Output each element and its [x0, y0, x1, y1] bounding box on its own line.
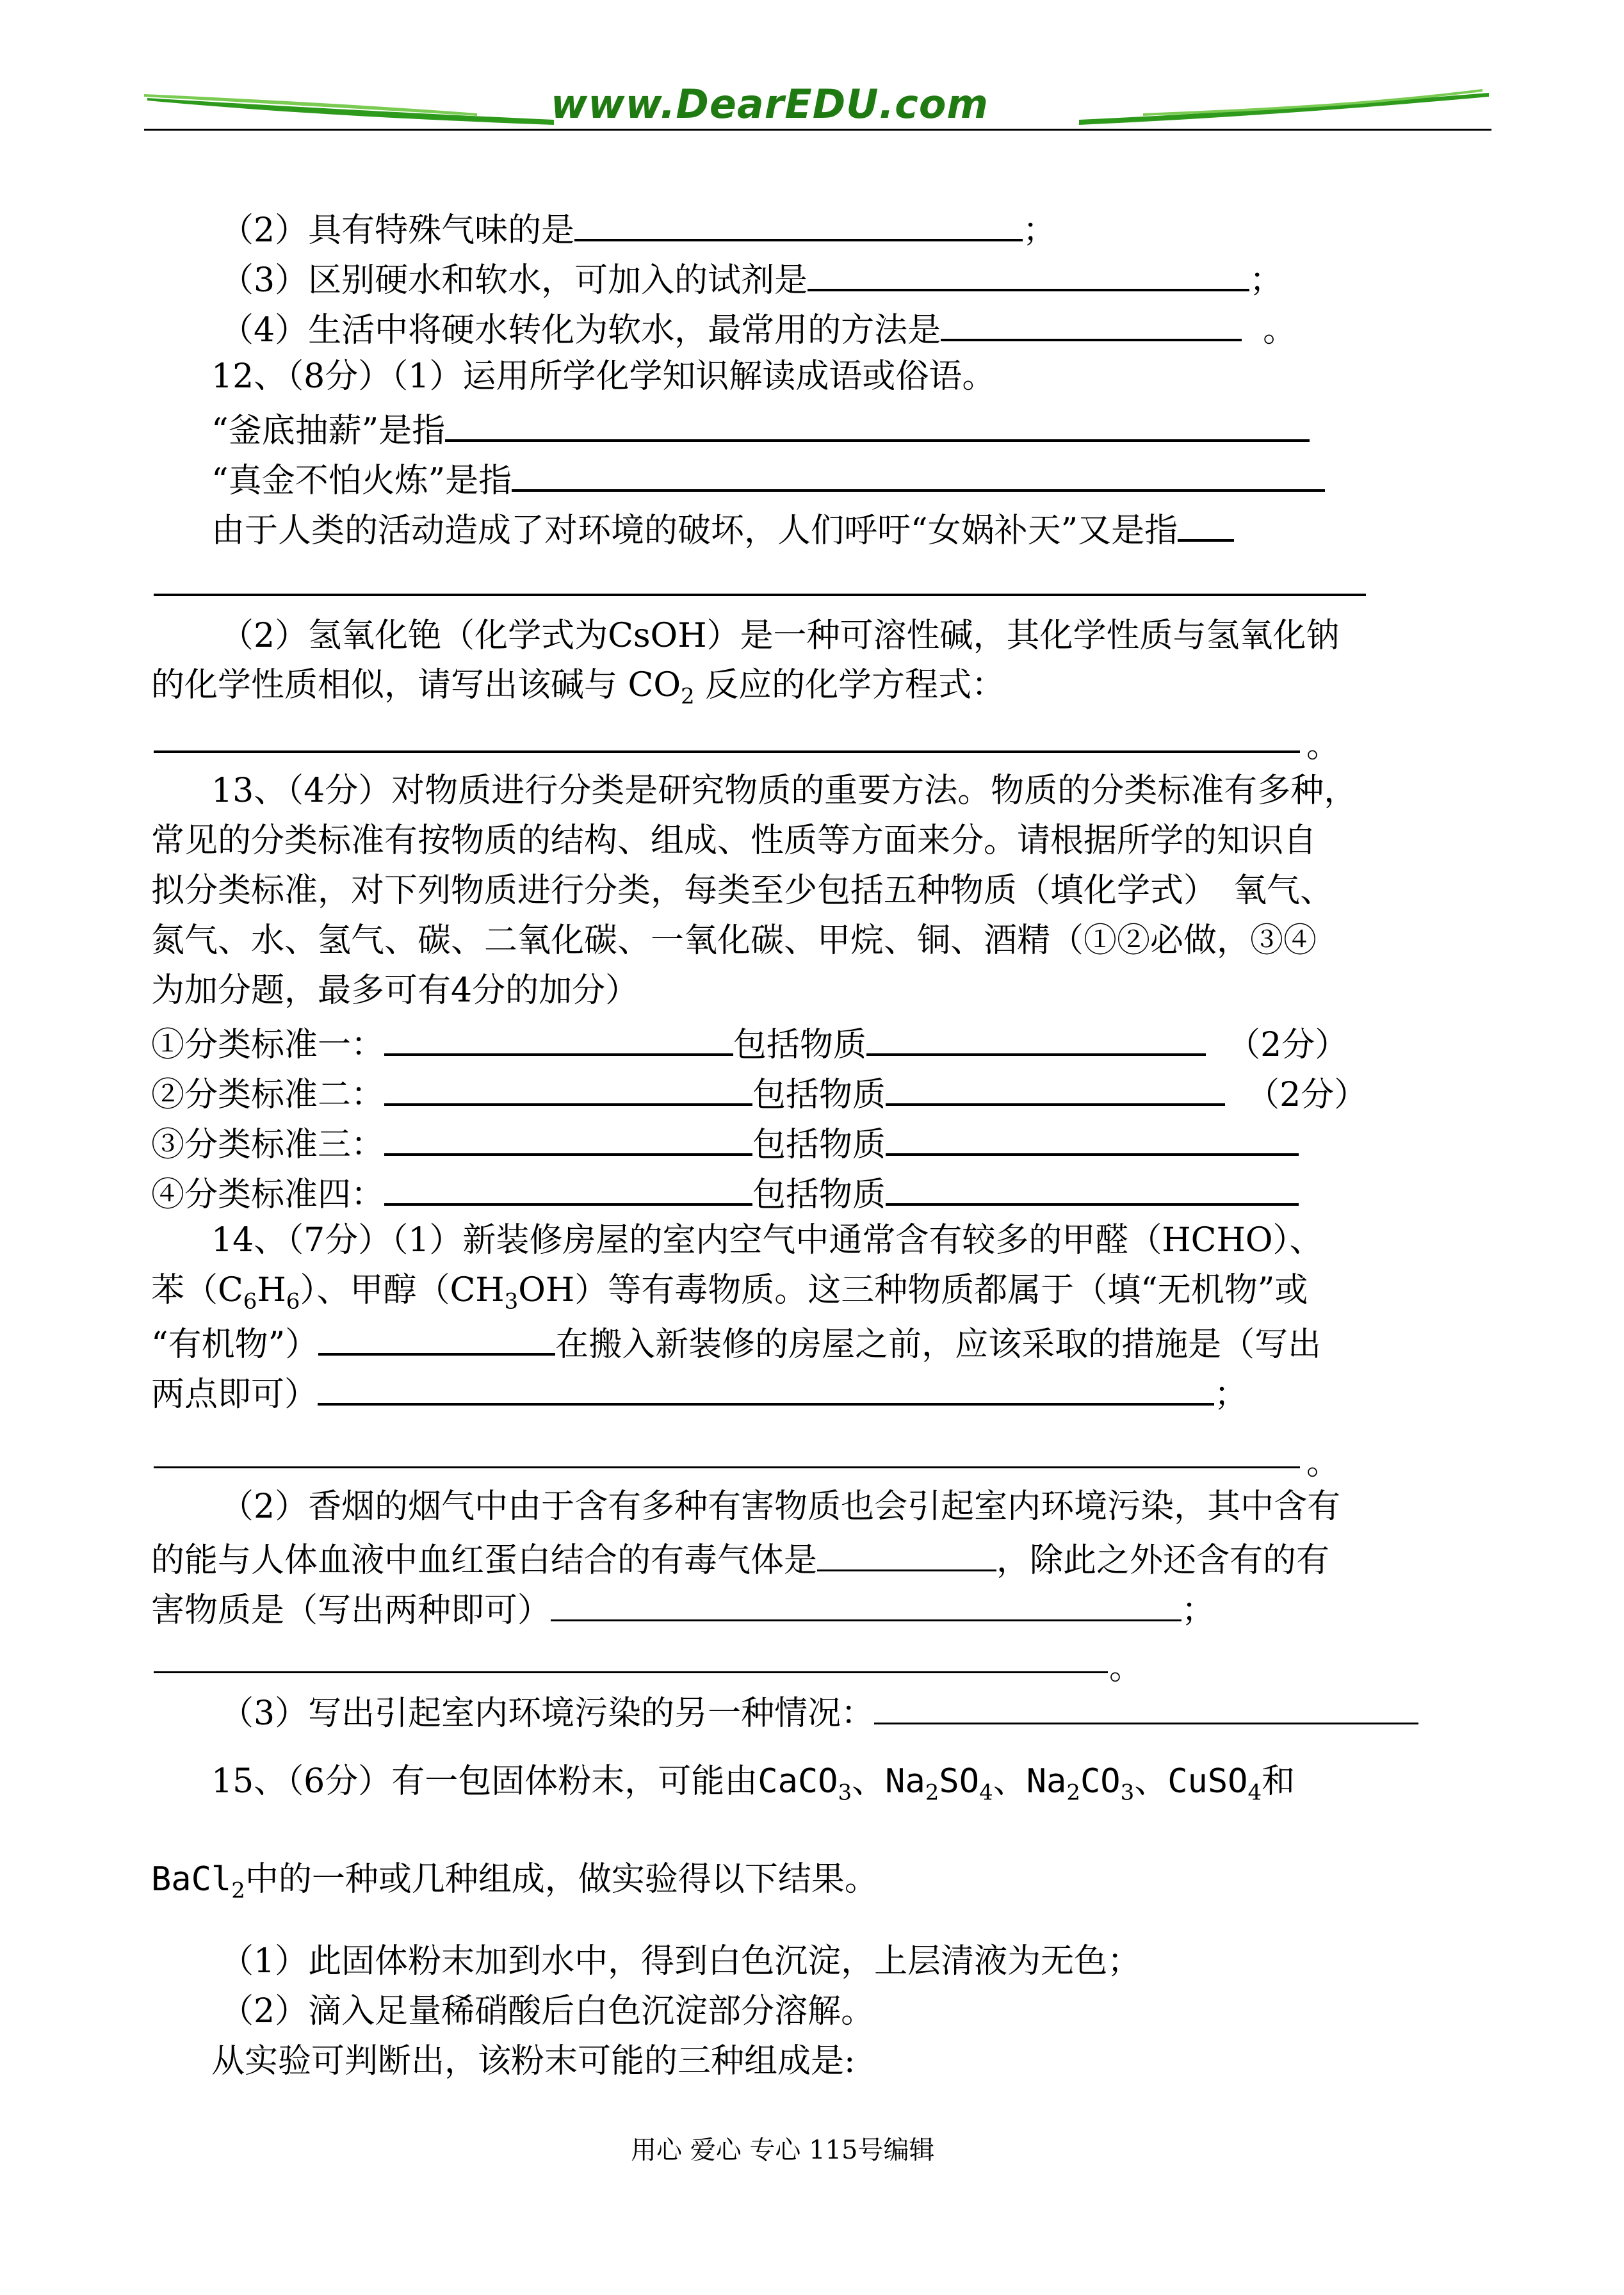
- answer-blank[interactable]: [445, 407, 1310, 442]
- q11-item-4-text: （4）生活中将硬水转化为软水，最常用的方法是: [220, 311, 941, 350]
- q13-criterion-1: [151, 1021, 1348, 1064]
- separator: 、: [993, 1762, 1027, 1801]
- q12-proverb-3-text: 由于人类的活动造成了对环境的破坏，人们呼吁“女娲补天”又是指: [211, 512, 1178, 550]
- q12-proverb-1-text: “釜底抽薪”是指: [211, 412, 446, 450]
- subscript: 6: [243, 1288, 257, 1315]
- q13-criterion-2: [151, 1071, 1367, 1114]
- q14-text: （3）写出引起室内环境污染的另一种情况：: [220, 1694, 875, 1733]
- q14-text: ）、甲醇（CH: [300, 1271, 505, 1310]
- header-divider: [144, 129, 1491, 131]
- answer-blank[interactable]: [318, 1371, 1214, 1406]
- subscript: 4: [979, 1780, 993, 1806]
- q14-part2-line1: （2）香烟的烟气中由于含有多种有害物质也会引起室内环境污染，其中含有: [220, 1488, 1341, 1526]
- subscript: 4: [1247, 1780, 1262, 1806]
- q14-text: 两点即可）: [151, 1375, 318, 1414]
- q12-title: 12、（8分）（1）运用所学化学知识解读成语或俗语。: [211, 357, 996, 396]
- separator: 、: [852, 1762, 886, 1801]
- q15-line2: [151, 1860, 878, 1910]
- formula: CuSO: [1167, 1762, 1248, 1801]
- q12-part2-line1: （2）氢氧化铯（化学式为CsOH）是一种可溶性碱，其化学性质与氢氧化钠: [220, 617, 1340, 655]
- q14-text: 害物质是（写出两种即可）: [151, 1591, 551, 1630]
- q15-conclusion: 从实验可判断出，该粉末可能的三种组成是:: [211, 2042, 856, 2080]
- includes-label: 包括物质: [752, 1176, 886, 1214]
- answer-line[interactable]: [154, 594, 1366, 596]
- answer-blank[interactable]: [817, 1537, 996, 1571]
- q15-result-1: （1）此固体粉末加到水中，得到白色沉淀，上层清液为无色；: [220, 1942, 1141, 1981]
- q15-result-2: （2）滴入足量稀硝酸后白色沉淀部分溶解。: [220, 1992, 875, 2031]
- q14-text: OH）等有毒物质。这三种物质都属于（填“无机物”或: [518, 1271, 1308, 1310]
- q14-semicolon: ；: [1181, 1591, 1215, 1630]
- subscript: 6: [286, 1288, 300, 1315]
- q14-text: H: [257, 1271, 286, 1310]
- includes-label: 包括物质: [752, 1076, 886, 1114]
- formula: SO: [939, 1762, 980, 1801]
- q14-text: ，除此之外还含有的有: [996, 1541, 1330, 1580]
- includes-label: 包括物质: [752, 1126, 886, 1164]
- q12-end-mark: 。: [1306, 727, 1340, 765]
- includes-label: 包括物质: [733, 1026, 867, 1064]
- q12-proverb-2: [211, 457, 1325, 500]
- answer-blank[interactable]: [886, 1071, 1225, 1106]
- answer-blank[interactable]: [384, 1121, 752, 1156]
- page-footer: 用心 爱心 专心 115号编辑: [631, 2136, 935, 2165]
- answer-blank[interactable]: [866, 1021, 1206, 1056]
- q14-part2-end-mark: 。: [1109, 1649, 1143, 1687]
- q15-text: 和: [1262, 1762, 1295, 1801]
- subscript: 3: [1120, 1780, 1135, 1806]
- subscript: 2: [231, 1877, 245, 1904]
- formula: CaCO: [758, 1762, 838, 1801]
- answer-blank[interactable]: [886, 1121, 1299, 1156]
- q11-item-2-end: ；: [1023, 211, 1057, 250]
- answer-blank[interactable]: [384, 1171, 752, 1206]
- subscript: 3: [838, 1780, 852, 1806]
- q14-part3: [220, 1691, 1418, 1733]
- answer-blank[interactable]: [808, 257, 1249, 291]
- q15-text: 中的一种或几种组成，做实验得以下结果。: [245, 1860, 878, 1899]
- criterion-label: ③分类标准三：: [151, 1126, 385, 1164]
- answer-blank[interactable]: [384, 1021, 733, 1056]
- criterion-label: ④分类标准四：: [151, 1176, 385, 1214]
- q14-text: 的能与人体血液中血红蛋白结合的有毒气体是: [151, 1541, 818, 1580]
- answer-blank[interactable]: [941, 307, 1242, 341]
- separator: 、: [1134, 1762, 1168, 1801]
- q14-part2-line3: [151, 1587, 1215, 1630]
- q14-line2: [151, 1271, 1308, 1320]
- answer-blank[interactable]: [886, 1171, 1299, 1206]
- formula: Na: [1026, 1762, 1067, 1801]
- q11-item-3-end: ；: [1249, 261, 1283, 300]
- subscript: 2: [680, 683, 695, 710]
- q11-item-3-text: （3）区别硬水和软水，可加入的试剂是: [220, 261, 808, 300]
- site-logo[interactable]: www.DearEDU.com: [551, 81, 989, 127]
- answer-blank[interactable]: [551, 1587, 1181, 1621]
- q15-line1: [211, 1762, 1295, 1812]
- q14-text: 在搬入新装修的房屋之前，应该采取的措施是（写出: [555, 1326, 1322, 1364]
- q11-item-2-text: （2）具有特殊气味的是: [220, 211, 575, 250]
- q12-part2-text: 的化学性质相似，请写出该碱与 CO: [151, 666, 681, 704]
- answer-line[interactable]: [154, 750, 1300, 753]
- q12-proverb-1: [211, 407, 1310, 450]
- criterion-label: ①分类标准一：: [151, 1026, 385, 1064]
- formula: CO: [1080, 1762, 1121, 1801]
- q15-text: 15、（6分）有一包固体粉末，可能由: [211, 1762, 758, 1801]
- q13-line2: 常见的分类标准有按物质的结构、组成、性质等方面来分。请根据所学的知识自: [151, 822, 1317, 860]
- q11-item-4: [220, 307, 1296, 350]
- q13-line1: 13、（4分）对物质进行分类是研究物质的重要方法。物质的分类标准有多种，: [211, 772, 1358, 810]
- answer-line[interactable]: [154, 1671, 1108, 1673]
- q13-criterion-4: [151, 1171, 1299, 1214]
- answer-blank[interactable]: [318, 1321, 555, 1356]
- answer-blank[interactable]: [874, 1691, 1418, 1724]
- formula: BaCl: [151, 1860, 232, 1899]
- q13-criterion-3: [151, 1121, 1299, 1164]
- q14-text: “有机物”）: [151, 1326, 319, 1364]
- q13-line5: 为加分题，最多可有4分的加分）: [151, 971, 639, 1010]
- criterion-label: ②分类标准二：: [151, 1076, 385, 1114]
- score-label: （2分）: [1246, 1076, 1368, 1114]
- q14-semicolon: ；: [1214, 1375, 1248, 1414]
- answer-blank[interactable]: [1178, 507, 1234, 542]
- q11-item-4-end: 。: [1263, 311, 1297, 350]
- formula: Na: [885, 1762, 925, 1801]
- q13-line3: 拟分类标准，对下列物质进行分类，每类至少包括五种物质（填化学式） 氧气、: [151, 872, 1334, 910]
- q12-part2-line2: [151, 666, 1005, 715]
- answer-line[interactable]: [154, 1466, 1300, 1468]
- q12-part2-text-end: 反应的化学方程式：: [694, 666, 1005, 704]
- q11-item-3: [220, 257, 1283, 300]
- answer-blank[interactable]: [384, 1071, 752, 1106]
- q14-line4: [151, 1371, 1247, 1414]
- q14-line3: [151, 1321, 1321, 1364]
- q12-proverb-2-text: “真金不怕火炼”是指: [211, 462, 512, 500]
- answer-blank[interactable]: [574, 207, 1023, 241]
- subscript: 2: [1066, 1780, 1080, 1806]
- q14-line1: 14、（7分）（1）新装修房屋的室内空气中通常含有较多的甲醛（HCHO）、: [211, 1221, 1323, 1260]
- q13-line4: 氮气、水、氢气、碳、二氧化碳、一氧化碳、甲烷、铜、酒精（①②必做，③④: [151, 921, 1317, 960]
- q11-item-2: [220, 207, 1056, 250]
- q14-end-mark: 。: [1306, 1444, 1340, 1482]
- answer-blank[interactable]: [512, 457, 1325, 492]
- score-label: （2分）: [1227, 1026, 1349, 1064]
- subscript: 3: [504, 1288, 519, 1315]
- q14-part2-line2: [151, 1537, 1329, 1580]
- subscript: 2: [925, 1780, 939, 1806]
- q12-proverb-3: [211, 507, 1234, 550]
- q14-text: 苯（C: [151, 1271, 243, 1310]
